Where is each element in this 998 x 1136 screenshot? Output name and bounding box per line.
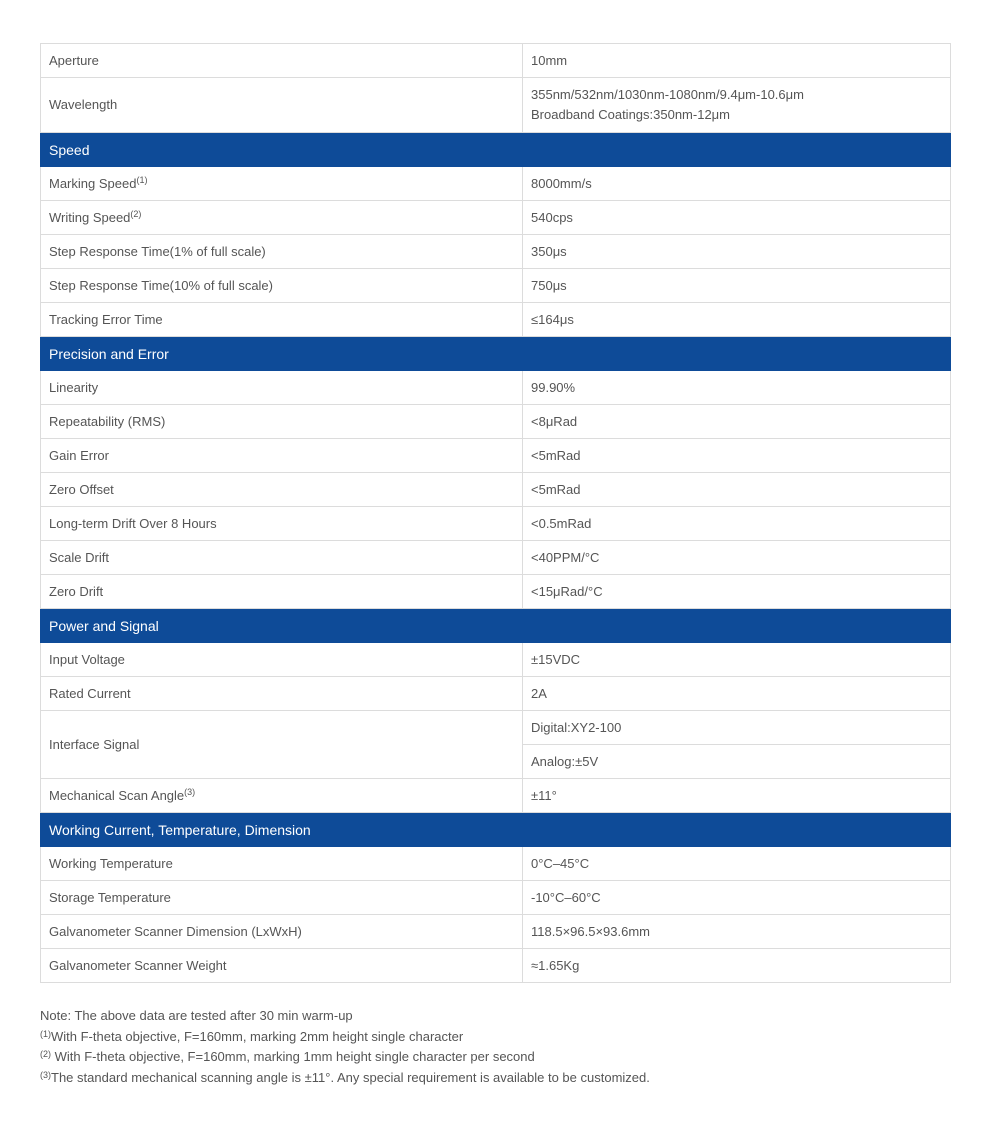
spec-value: <5mRad xyxy=(523,439,951,473)
section-title: Power and Signal xyxy=(41,609,951,643)
spec-label: Working Temperature xyxy=(41,847,523,881)
table-row xyxy=(41,405,951,439)
spec-value: ±11° xyxy=(523,779,951,813)
table-row xyxy=(41,541,951,575)
table-row xyxy=(41,269,951,303)
section-title: Precision and Error xyxy=(41,337,951,371)
section-header-power xyxy=(41,609,951,643)
wavelength-value-line: Broadband Coatings:350nm-12μm xyxy=(531,107,730,122)
table-row xyxy=(41,881,951,915)
spec-label: Tracking Error Time xyxy=(41,303,523,337)
spec-label xyxy=(41,167,523,201)
spec-label: Aperture xyxy=(41,44,523,78)
footnote-text: With F-theta objective, F=160mm, marking 2mm height single character xyxy=(51,1028,464,1044)
footnote-ref: (2) xyxy=(130,208,142,219)
table-row xyxy=(41,303,951,337)
table-row xyxy=(41,167,951,201)
section-header-precision xyxy=(41,337,951,371)
spec-label: Input Voltage xyxy=(41,643,523,677)
spec-value: 0°C–45°C xyxy=(523,847,951,881)
table-row xyxy=(41,711,951,745)
footnote-1 xyxy=(40,1027,950,1048)
spec-value: 750μs xyxy=(523,269,951,303)
spec-label: Storage Temperature xyxy=(41,881,523,915)
table-row xyxy=(41,473,951,507)
table-row xyxy=(41,949,951,983)
footnote-text: The standard mechanical scanning angle is ±11°. Any special requirement is available to be customized. xyxy=(51,1069,650,1085)
table-row xyxy=(41,371,951,405)
spec-value: Digital:XY2-100 xyxy=(523,711,951,745)
spec-label: Galvanometer Scanner Dimension (LxWxH) xyxy=(41,915,523,949)
spec-label: Zero Offset xyxy=(41,473,523,507)
spec-value: 99.90% xyxy=(523,371,951,405)
spec-label: Rated Current xyxy=(41,677,523,711)
spec-label xyxy=(41,201,523,235)
spec-label: Repeatability (RMS) xyxy=(41,405,523,439)
section-header-working xyxy=(41,813,951,847)
section-header-speed xyxy=(41,133,951,167)
spec-value: <0.5mRad xyxy=(523,507,951,541)
spec-value xyxy=(523,78,951,133)
footnote-marker: (1) xyxy=(40,1028,51,1039)
footnote-text: With F-theta objective, F=160mm, marking 1mm height single character per second xyxy=(51,1049,535,1064)
table-row xyxy=(41,78,951,133)
spec-value: <8μRad xyxy=(523,405,951,439)
spec-label: Step Response Time(10% of full scale) xyxy=(41,269,523,303)
table-row xyxy=(41,201,951,235)
section-title: Speed xyxy=(41,133,951,167)
spec-label: Linearity xyxy=(41,371,523,405)
specifications-table xyxy=(40,43,951,983)
table-row xyxy=(41,847,951,881)
table-row xyxy=(41,643,951,677)
spec-value: 8000mm/s xyxy=(523,167,951,201)
table-row xyxy=(41,915,951,949)
spec-value: 10mm xyxy=(523,44,951,78)
spec-label: Wavelength xyxy=(41,78,523,133)
footnote-marker: (2) xyxy=(40,1049,51,1059)
spec-value: Analog:±5V xyxy=(523,745,951,779)
footnote-2 xyxy=(40,1047,950,1068)
spec-value: 350μs xyxy=(523,235,951,269)
spec-label-text: Mechanical Scan Angle xyxy=(49,787,185,803)
table-row xyxy=(41,439,951,473)
table-row xyxy=(41,235,951,269)
spec-value: ≈1.65Kg xyxy=(523,949,951,983)
spec-value: <40PPM/°C xyxy=(523,541,951,575)
spec-label: Long-term Drift Over 8 Hours xyxy=(41,507,523,541)
spec-value: 2A xyxy=(523,677,951,711)
spec-value: 118.5×96.5×93.6mm xyxy=(523,915,951,949)
spec-label: Scale Drift xyxy=(41,541,523,575)
footnote-marker: (3) xyxy=(40,1069,51,1080)
spec-label: Gain Error xyxy=(41,439,523,473)
footnotes xyxy=(40,1006,950,1088)
table-row xyxy=(41,44,951,78)
table-row xyxy=(41,507,951,541)
table-row xyxy=(41,779,951,813)
footnote-ref: (3) xyxy=(184,786,196,797)
spec-label-text: Marking Speed xyxy=(49,175,137,191)
section-title: Working Current, Temperature, Dimension xyxy=(41,813,951,847)
spec-label-text: Writing Speed xyxy=(49,209,131,225)
spec-value: 540cps xyxy=(523,201,951,235)
spec-label: Step Response Time(1% of full scale) xyxy=(41,235,523,269)
wavelength-value-line: 355nm/532nm/1030nm-1080nm/9.4μm-10.6μm xyxy=(531,87,804,102)
spec-label: Galvanometer Scanner Weight xyxy=(41,949,523,983)
spec-label xyxy=(41,779,523,813)
spec-value: <15μRad/°C xyxy=(523,575,951,609)
spec-label: Zero Drift xyxy=(41,575,523,609)
table-row xyxy=(41,677,951,711)
spec-value: ±15VDC xyxy=(523,643,951,677)
spec-value: ≤164μs xyxy=(523,303,951,337)
footnote-3 xyxy=(40,1068,950,1089)
footnote-ref: (1) xyxy=(136,174,148,185)
note-intro: Note: The above data are tested after 30 min warm-up xyxy=(40,1008,353,1023)
spec-value: -10°C–60°C xyxy=(523,881,951,915)
table-row xyxy=(41,575,951,609)
spec-value: <5mRad xyxy=(523,473,951,507)
spec-label: Interface Signal xyxy=(41,711,523,779)
